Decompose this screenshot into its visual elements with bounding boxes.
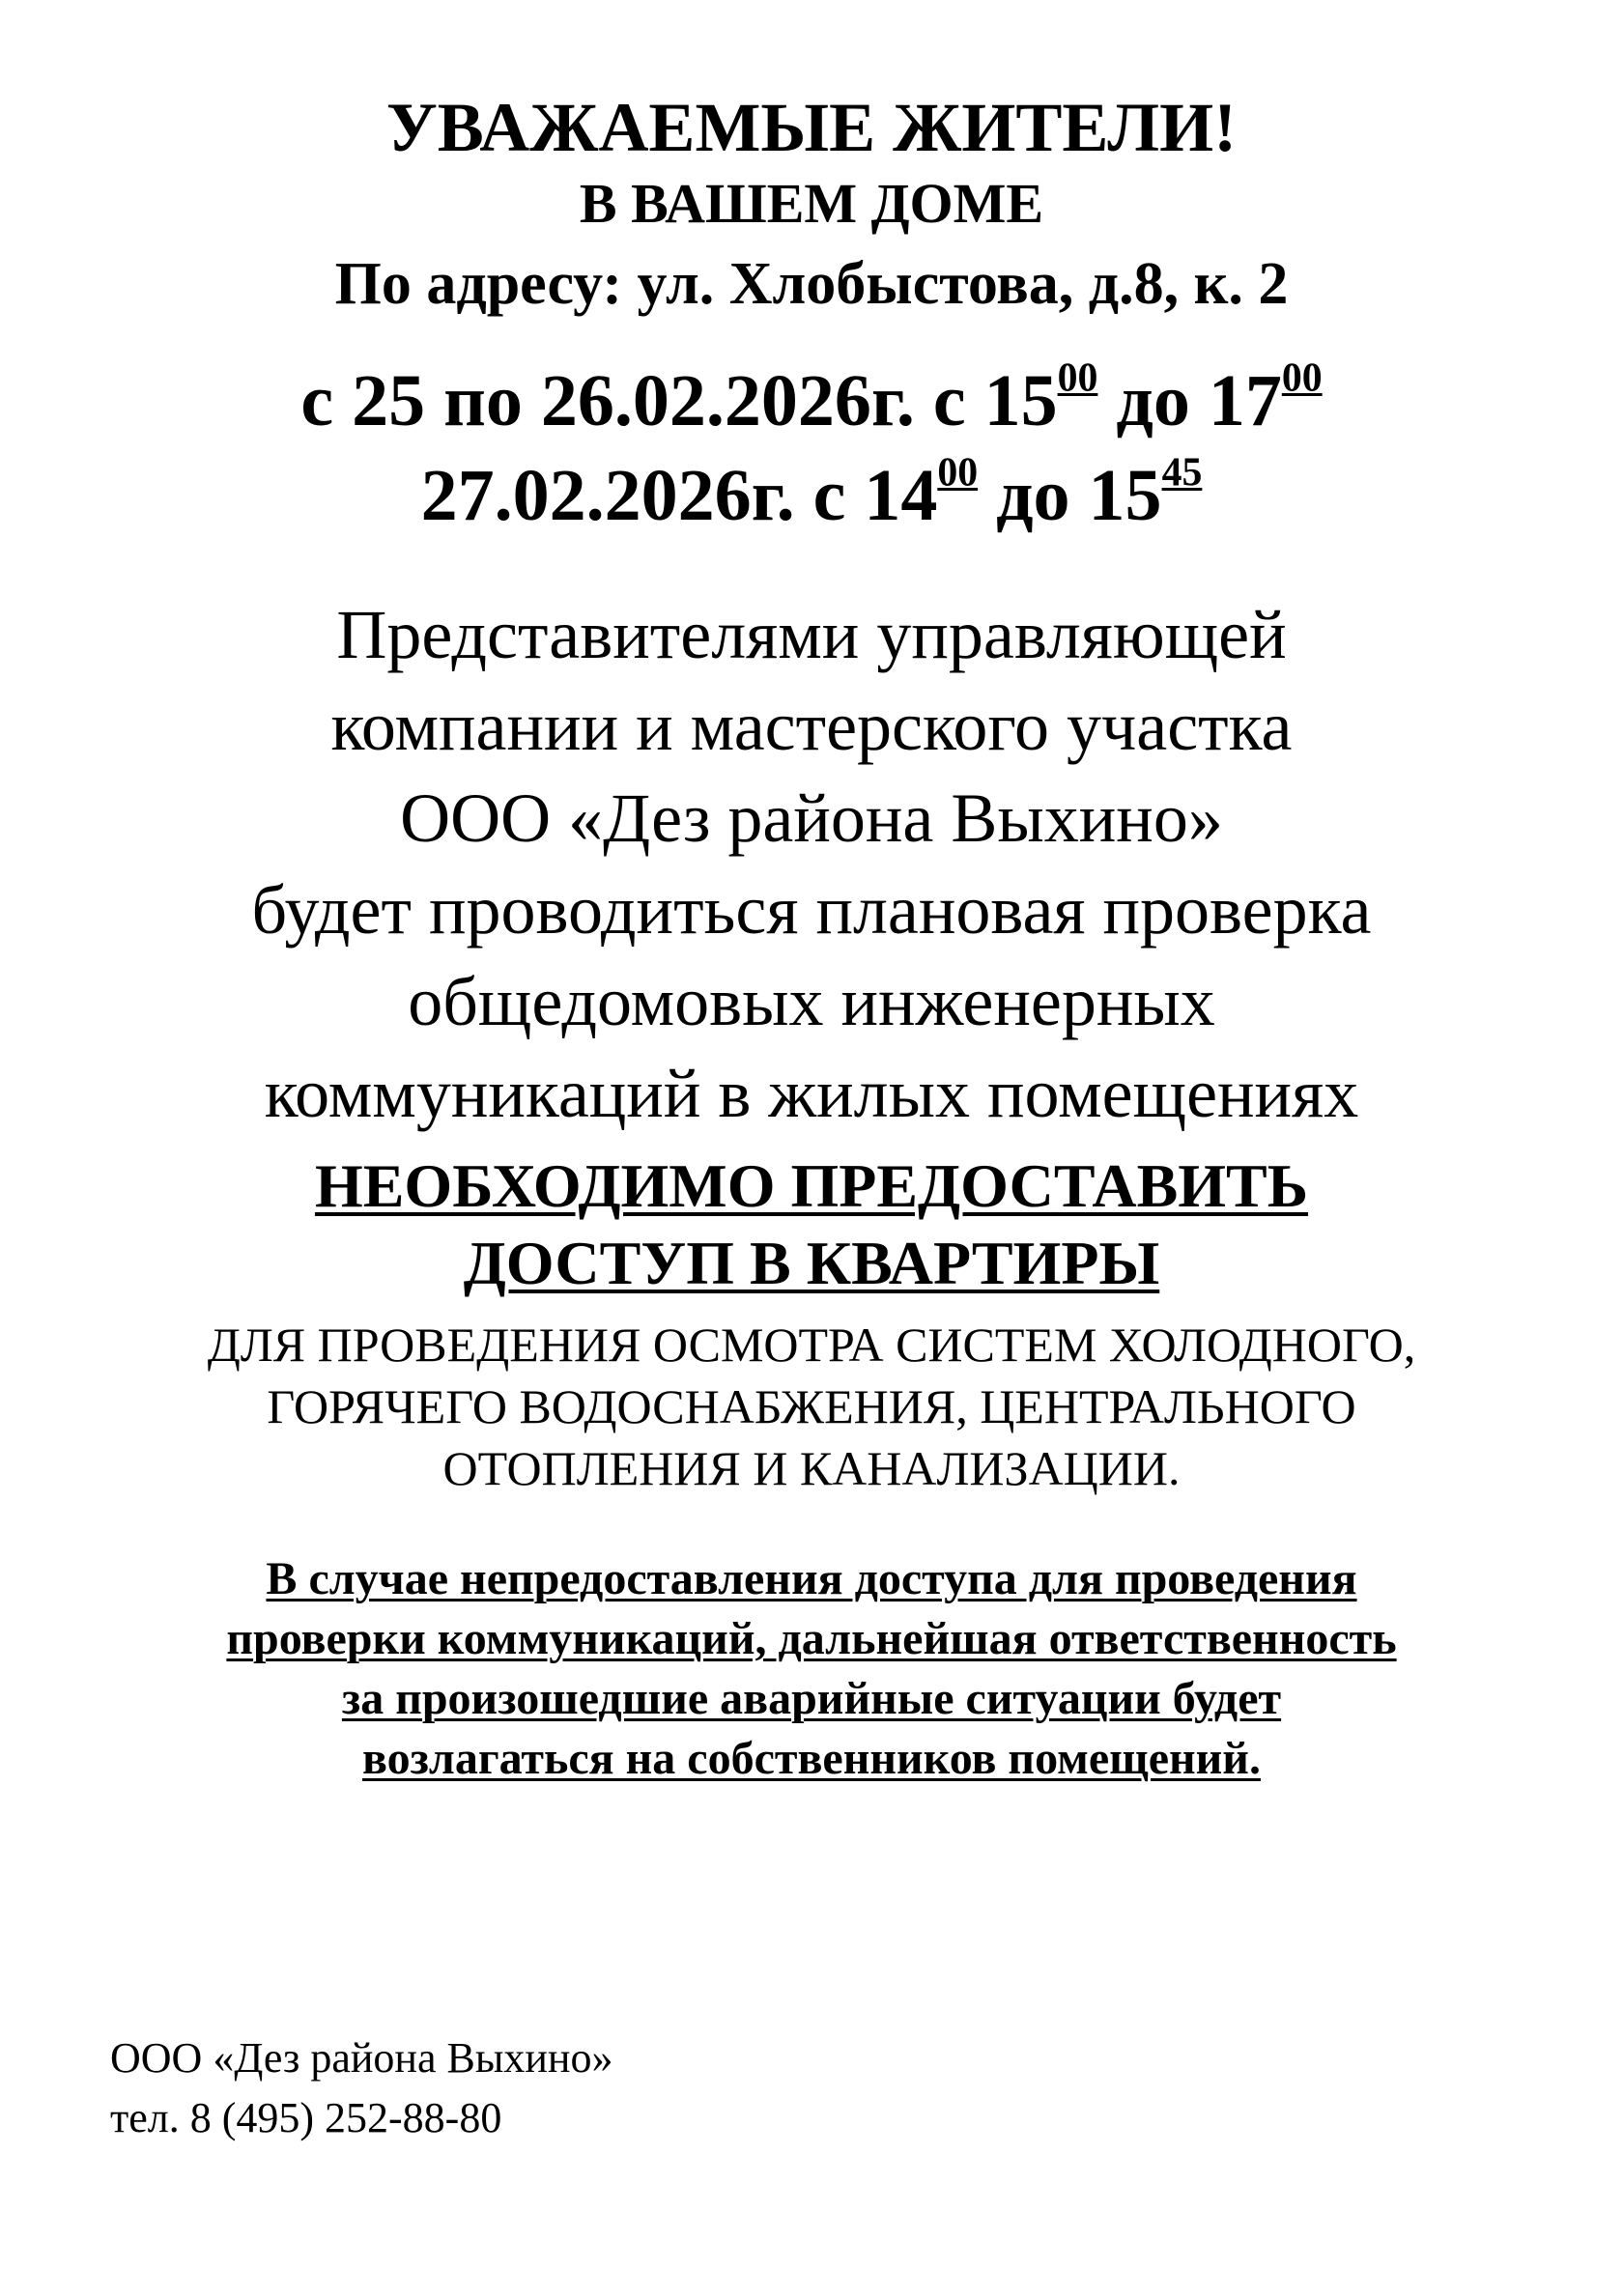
responsibility-warning <box>0 1549 1623 1789</box>
announcement-line: будет проводиться плановая проверка <box>251 871 1372 949</box>
in-house-subtitle: В ВАШЕМ ДОМЕ <box>579 172 1044 235</box>
warning-line: В случае непредоставления доступа для проведения <box>266 1553 1357 1604</box>
warning-line: возлагаться на собственников помещений. <box>362 1733 1261 1784</box>
notice-greeting: УВАЖАЕМЫЕ ЖИТЕЛИ! <box>385 89 1238 166</box>
announcement-line: общедомовых инженерных <box>408 963 1215 1040</box>
warning-line: проверки коммуникаций, дальнейшая ответственность <box>226 1613 1397 1664</box>
schedule-line-2-to: до 15 <box>978 455 1162 536</box>
purpose-line: ГОРЯЧЕГО ВОДОСНАБЖЕНИЯ, ЦЕНТРАЛЬНОГО <box>267 1379 1356 1433</box>
access-heading-line: ДОСТУП В КВАРТИРЫ <box>463 1229 1160 1297</box>
schedule-line-1 <box>0 355 1623 442</box>
access-heading-line: НЕОБХОДИМО ПРЕДОСТАВИТЬ <box>314 1151 1309 1220</box>
announcement-line: ООО «Дез района Выхино» <box>400 780 1223 857</box>
schedule-line-2 <box>0 450 1623 537</box>
purpose-line: ОТОПЛЕНИЯ И КАНАЛИЗАЦИИ. <box>442 1441 1181 1495</box>
announcement-line: компании и мастерского участка <box>330 688 1293 765</box>
footer-phone: тел. 8 (495) 252-88-80 <box>110 2094 502 2141</box>
schedule-line-1-date: с 25 по 26.02.2026г. с 15 <box>300 360 1058 441</box>
inspection-announcement <box>0 589 1623 1140</box>
schedule-line-2-date: 27.02.2026г. с 14 <box>420 455 938 536</box>
access-required-heading <box>0 1148 1623 1302</box>
footer-company: ООО «Дез района Выхино» <box>110 2034 613 2082</box>
schedule-line-2-from-minutes: 00 <box>937 450 979 496</box>
schedule-line-2-to-minutes: 45 <box>1161 450 1203 496</box>
purpose-line: ДЛЯ ПРОВЕДЕНИЯ ОСМОТРА СИСТЕМ ХОЛОДНОГО, <box>207 1318 1416 1372</box>
schedule-line-1-to: до 17 <box>1097 360 1282 441</box>
inspection-purpose <box>0 1314 1623 1499</box>
footer-contact <box>110 2028 612 2148</box>
building-address: По адресу: ул. Хлобыстова, д.8, к. 2 <box>334 251 1289 317</box>
schedule-line-1-to-minutes: 00 <box>1281 355 1323 401</box>
warning-line: за произошедшие аварийные ситуации будет <box>341 1673 1282 1724</box>
schedule-line-1-from-minutes: 00 <box>1057 355 1098 401</box>
announcement-line: коммуникаций в жилых помещениях <box>264 1055 1359 1132</box>
announcement-line: Представителями управляющей <box>336 596 1287 673</box>
